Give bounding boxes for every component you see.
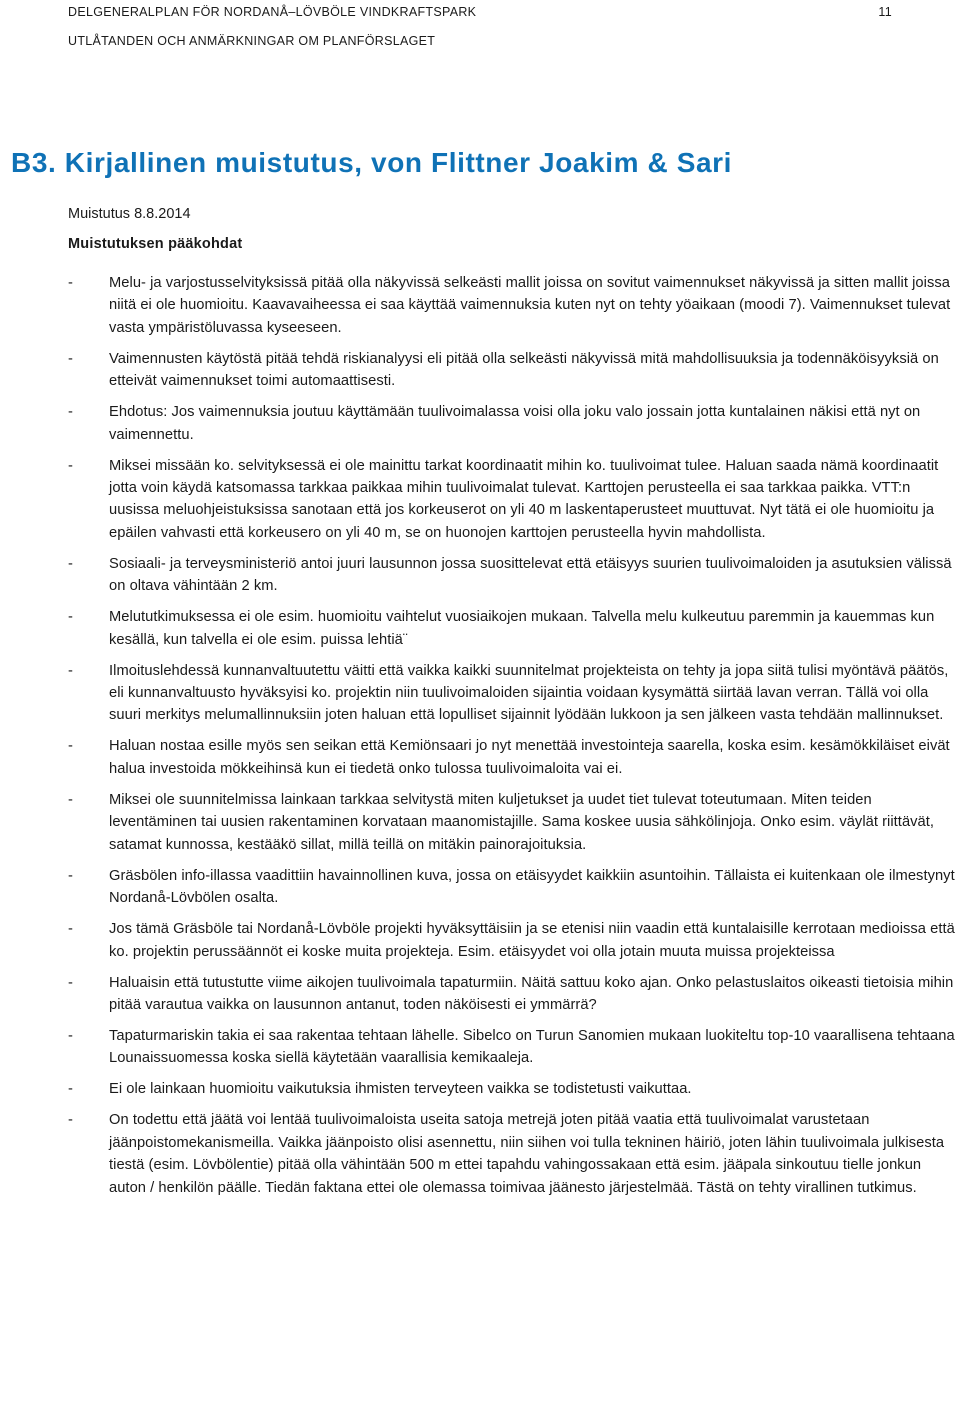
running-subheader: UTLÅTANDEN OCH ANMÄRKNINGAR OM PLANFÖRSLAGET <box>68 34 436 48</box>
bullet-dash: - <box>68 1112 73 1129</box>
section-subheading: Muistutuksen pääkohdat <box>68 236 243 252</box>
page-number: 11 <box>878 5 892 19</box>
bullet-dash: - <box>68 738 73 755</box>
list-item-text: Ilmoituslehdessä kunnanvaltuutettu väitti että vaikka kaikki suunnitelmat projekteista on tehty ja jopa siitä tulisi myöntävä päätös, eli kunnanvaltuusto hyväksyisi ko. projektin niin tuulivoimaloiden sijaintia voidaan kysymättä siirtää lavan verran. Tällä voi olla suuri merkitys melumallinnuksiin joten haluan että lopulliset sijainnit lyödään lukkoon ja sen jälkeen vasta tehdään mallinnukset. <box>109 662 949 724</box>
list-item-text: On todettu että jäätä voi lentää tuulivoimaloista useita satoja metrejä joten pitää vaatia että tuulivoimalat varustetaan jäänpoistomekanismeilla. Vaikka jäänpoisto olisi asennettu, niin siihen voi tulla tekninen häiriö, joten lähin tuulivoimala julkisesta tiestä (esim. Lövbölentie) pitää olla vähintään 500 m ettei tapahdu vahingossakaan että esim. jääpala sinkoutuu tielle jonkun auton / henkilön päälle. Tiedän faktana ettei ole olemassa toimivaa jäänesto järjestelmää. Tästä on tehty virallinen tutkimus. <box>109 1112 945 1196</box>
bullet-dash: - <box>68 662 73 679</box>
list-item-text: Ei ole lainkaan huomioitu vaikutuksia ihmisten terveyteen vaikka se todistetusti vaikuttaa. <box>109 1081 692 1098</box>
list-item <box>68 272 960 339</box>
submission-date: Muistutus 8.8.2014 <box>68 206 191 222</box>
bullet-dash: - <box>68 350 73 367</box>
list-item-text: Miksei missään ko. selvityksessä ei ole mainittu tarkat koordinaatit mihin ko. tuulivoimat tulee. Haluan saada nämä koordinaatit jotta voin käydä katsomassa tarkkaa paikkaa mihin tuulivoimalat tulevat. Karttojen perusteella ei saa tarkkaa paikka. VTT:n uusissa meluohjeistuksissa sanotaan että jos korkeuserot on yli 40 m laskentaperusteet muuttuvat. Nyt tätä ei ole huomioitu ja epäilen vahvasti että korkeusero on yli 40 m, se on huonojen karttojen perusteella hyvin mahdollista. <box>109 457 939 541</box>
bullet-dash: - <box>68 1027 73 1044</box>
running-header <box>68 5 892 19</box>
list-item-text: Vaimennusten käytöstä pitää tehdä riskianalyysi eli pitää olla selkeästi näkyvissä mitä mahdollisuuksia ja todennäköisyyksiä on etteivät vaimennukset toimi automaattisesti. <box>109 350 939 390</box>
bullet-dash: - <box>68 1081 73 1098</box>
list-item-text: Gräsbölen info-illassa vaadittiin havainnollinen kuva, jossa on etäisyydet kaikkiin asuntoihin. Tällaista ei kuitenkaan ole ilmestynyt Nordanå-Lövbölen osalta. <box>109 867 955 907</box>
list-item <box>68 606 960 651</box>
list-item <box>68 789 960 856</box>
section-title: B3. Kirjallinen muistutus, von Flittner Joakim & Sari <box>11 147 733 178</box>
list-item <box>68 972 960 1017</box>
list-item <box>68 1025 960 1070</box>
list-item <box>68 455 960 545</box>
list-item-text: Melu- ja varjostusselvityksissä pitää olla näkyvissä selkeästi mallit joissa on sovitut vaimennukset näkyvissä ja sitten mallit joissa niitä ei ole huomioitu. Kaavavaiheessa ei saa käyttää vaimennuksia kuten nyt on tehty yöaikaan (moodi 7). Vaimennukset tulevat vasta ympäristöluvassa kyseeseen. <box>109 275 951 336</box>
bullet-dash: - <box>68 921 73 938</box>
list-item <box>68 348 960 393</box>
list-item-text: Miksei ole suunnitelmissa lainkaan tarkkaa selvitystä miten kuljetukset ja uudet tiet tulevat toteutumaan. Miten teiden leventäminen tai uusien rakentaminen korvataan maanomistajille. Sama koskee uusia sähkölinjoja. Onko esim. väylät riittävät, satamat kunnossa, kestääkö sillat, millä teillä on mitäkin painorajoituksia. <box>109 791 935 853</box>
bullet-dash: - <box>68 609 73 626</box>
list-item-text: Ehdotus: Jos vaimennuksia joutuu käyttämään tuulivoimalassa voisi olla joku valo jossain jotta kuntalainen näkisi että nyt on vaimennettu. <box>109 404 921 443</box>
list-item <box>68 401 960 446</box>
list-item-text: Jos tämä Gräsböle tai Nordanå-Lövböle projekti hyväksyttäisiin ja se etenisi niin vaadin että kuntalaisille kerrotaan medioissa että ko. projektin perussäännöt ei koske muita projekteja. Esim. etäisyydet voi olla jotain muuta muissa projekteissa <box>109 921 955 960</box>
bullet-dash: - <box>68 275 73 291</box>
list-item-text: Sosiaali- ja terveysministeriö antoi juuri lausunnon jossa suosittelevat että etäisyys suurien tuulivoimaloiden ja asutuksien välissä on oltava vähintään 2 km. <box>109 555 952 595</box>
bullet-dash: - <box>68 791 73 808</box>
list-item <box>68 660 960 727</box>
list-item-text: Melututkimuksessa ei ole esim. huomioitu vaihtelut vuosiaikojen mukaan. Talvella melu kulkeutuu paremmin ja kauemmas kun kesällä, kun talvella ei ole esim. puissa lehtiä¨ <box>109 609 935 648</box>
bullet-dash: - <box>68 867 73 884</box>
bullet-dash: - <box>68 974 73 991</box>
bullet-dash: - <box>68 555 73 572</box>
bullet-dash: - <box>68 404 73 421</box>
list-item-text: Haluaisin että tutustutte viime aikojen tuulivoimala tapaturmiin. Näitä sattuu koko ajan. Onko pelastuslaitos oikeasti tietoisia mihin pitää varautua vaikka on lausunnon antanut, toden näköisesti ei ymmärrä? <box>109 974 954 1013</box>
list-item <box>68 735 960 780</box>
list-item <box>68 918 960 963</box>
list-item-text: Tapaturmariskin takia ei saa rakentaa tehtaan lähelle. Sibelco on Turun Sanomien mukaan luokiteltu top-10 vaarallisena tehtaana Lounaissuomessa koska siellä käytetään vaarallisia kemikaaleja. <box>109 1027 955 1067</box>
header-plan-title: DELGENERALPLAN FÖR NORDANÅ–LÖVBÖLE VINDKRAFTSPARK <box>68 5 477 19</box>
list-item-text: Haluan nostaa esille myös sen seikan että Kemiönsaari jo nyt menettää investointeja saarella, koska esim. kesämökkiläiset eivät halua investoida mökkeihinsä kun ei tiedetä onko tulossa tuulivoimaloita vai ei. <box>109 738 950 777</box>
list-item <box>68 1078 960 1100</box>
objection-list <box>68 272 960 1208</box>
list-item <box>68 1109 960 1199</box>
bullet-dash: - <box>68 457 73 474</box>
list-item <box>68 553 960 598</box>
list-item <box>68 865 960 910</box>
